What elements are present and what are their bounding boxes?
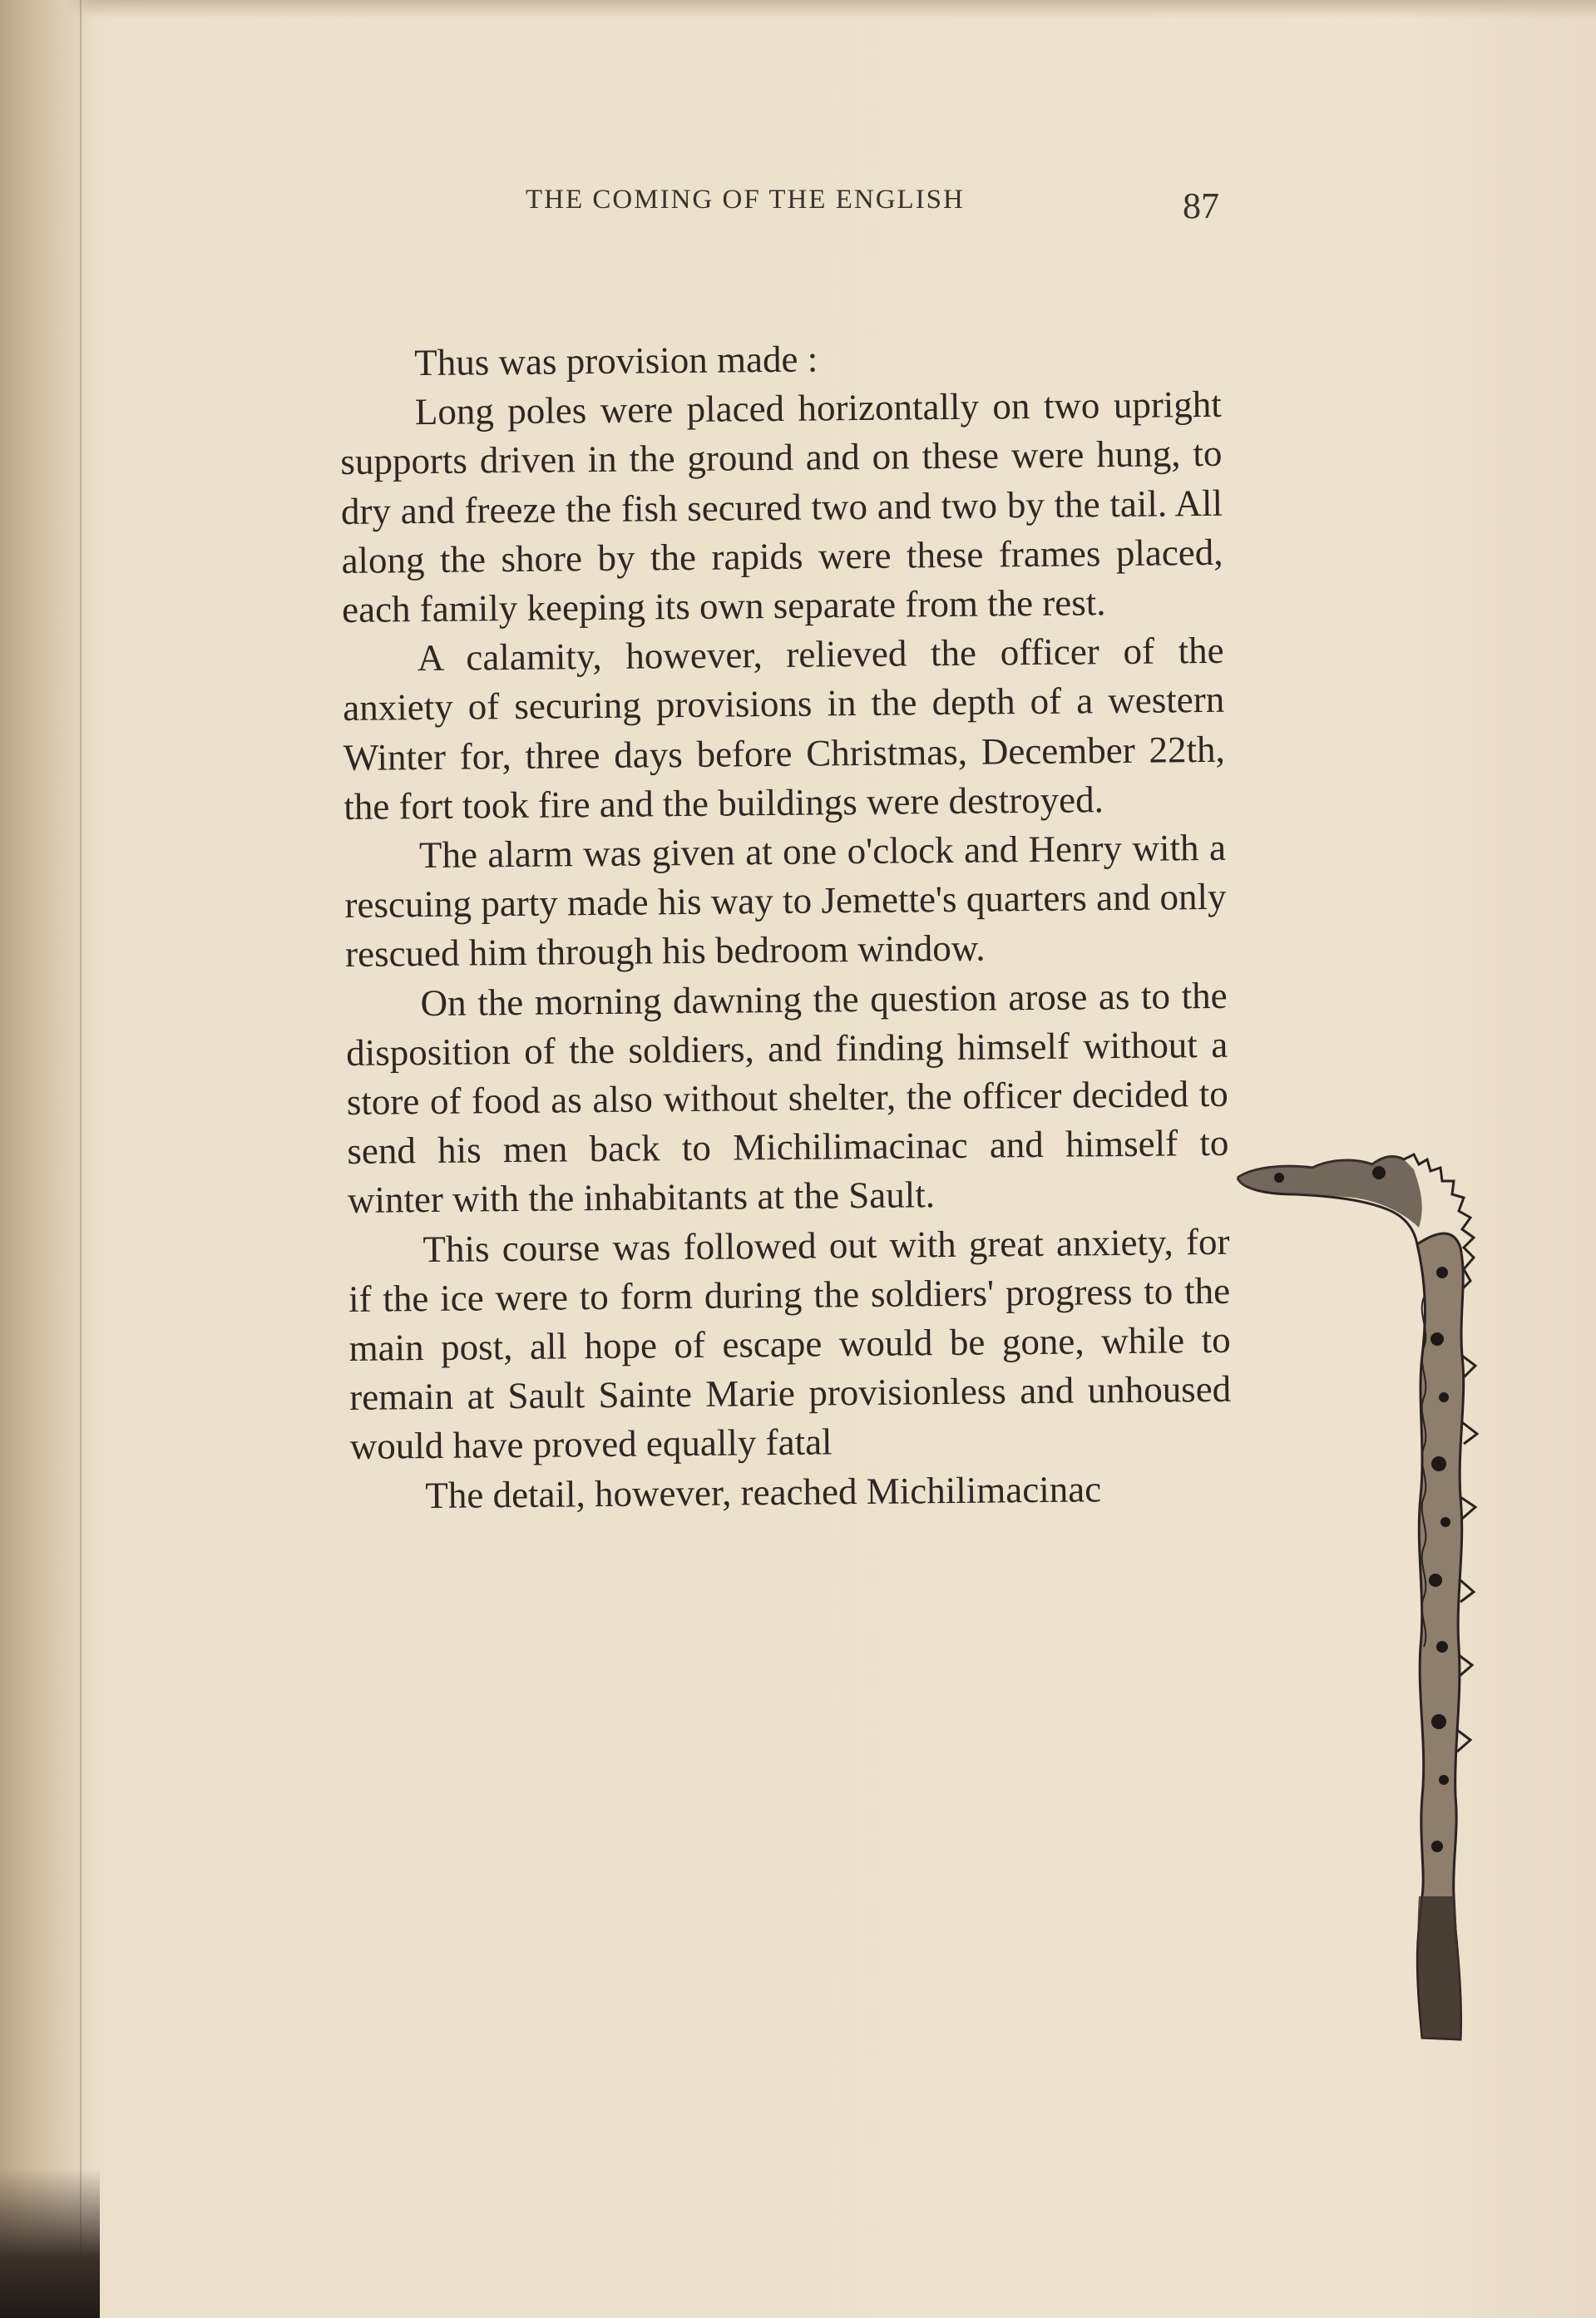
page-number: 87: [1183, 185, 1219, 226]
paragraph: This course was followed out with great anxiety, for if the ice were to form during the soldiers' progress to the main post, all hope of escape would be gone, while to remain at Sault Sainte Marie provisionless and unhoused would have proved equally fatal: [348, 1220, 1232, 1468]
running-head: THE COMING OF THE ENGLISH: [526, 185, 965, 215]
paragraph: Thus was provision made :: [414, 338, 818, 384]
paragraph: The alarm was given at one o'clock and Henry with a rescuing party made his way to Jemette's quarters and only rescued him through his bedroom window.: [344, 826, 1227, 976]
paragraph: Long poles were placed horizontally on two upright supports driven in the ground and on these were hung, to dry and freeze the fish secured two and two by the tail. All along the shore by the rapids were these frames placed, each family keeping its own separate from the rest.: [340, 383, 1223, 630]
carved-staff-artifact-icon: [1229, 1148, 1512, 2054]
paragraph: On the morning dawning the question arose as to the disposition of the soldiers, and finding himself without a store of food as also without shelter, the officer decided to send his men back to Michilimacinac and himself to winter with the inhabitants at the Sault.: [345, 974, 1229, 1222]
binding-corner: [0, 2168, 100, 2318]
paragraph: The detail, however, reached Michilimacinac: [425, 1467, 1102, 1516]
body-text: [339, 331, 1233, 1521]
book-spine-shadow: [0, 0, 91, 2318]
page-top-edge: [0, 0, 1596, 18]
gutter-line: [80, 0, 82, 2318]
paragraph: A calamity, however, relieved the officer of the anxiety of securing provisions in the depth of a western Winter for, three days before Christmas, December 22th, the fort took fire and the buildings were destroyed.: [343, 630, 1226, 828]
